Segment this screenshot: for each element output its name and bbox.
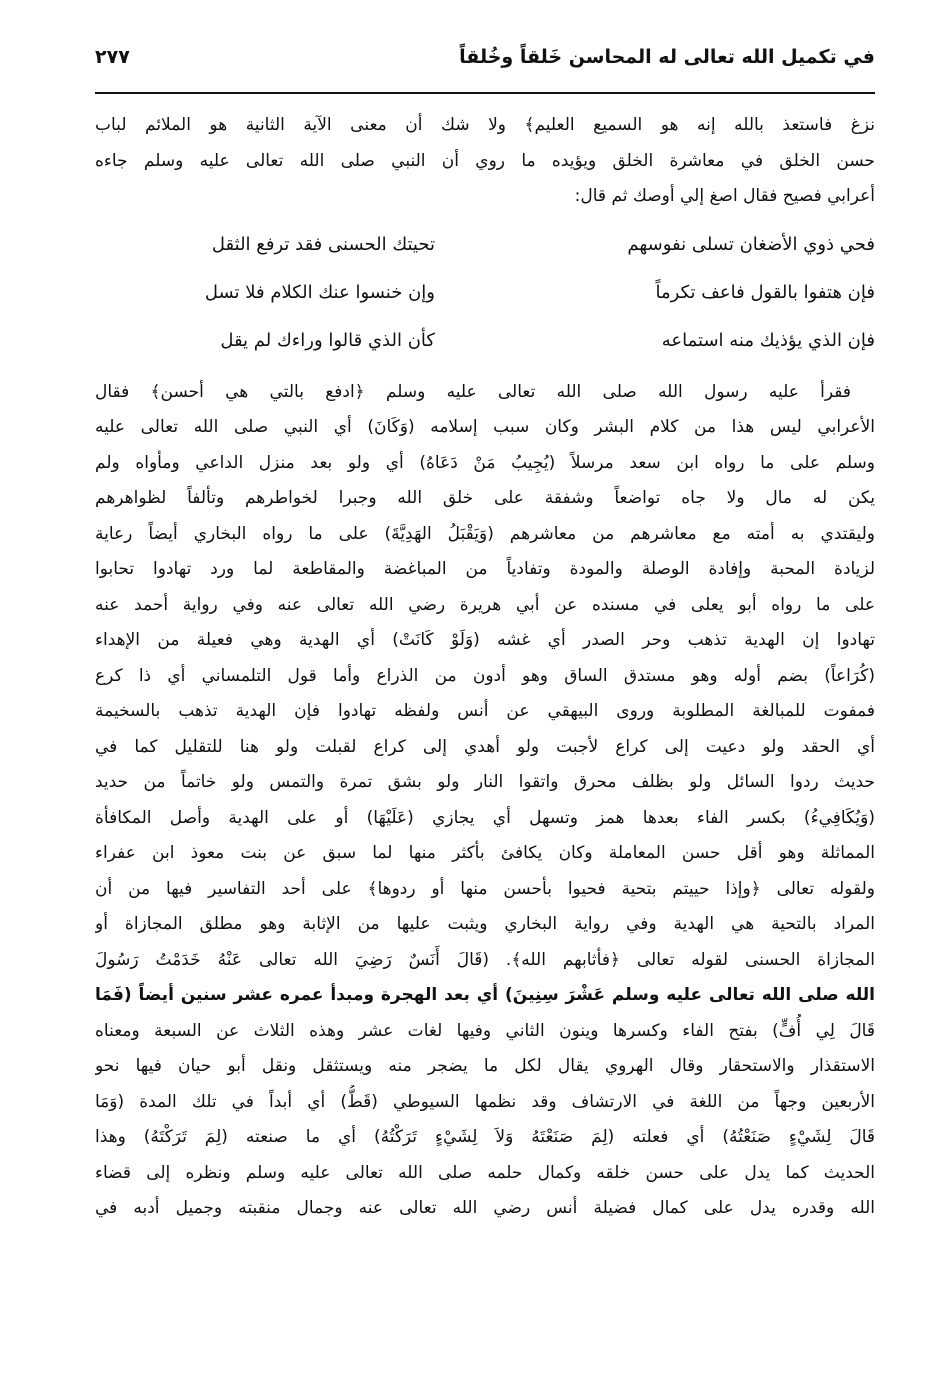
body-text — [95, 108, 875, 1227]
text-line: فقرأ عليه رسول الله صلى الله تعالى عليه وسلم ﴿ادفع بالتي هي أحسن﴾ فقال — [95, 381, 851, 402]
page-number: ٢٧٧ — [95, 46, 130, 68]
text-line: قَالَ لِشَيْءٍ صَنَعْتُهُ) أي فعلته (لِمَ صَنَعْتَهُ وَلاَ لِشَيْءٍ تَرَكْتُهُ) أي ما صنعته (لِمَ تَرَكْتَهُ) وهذا — [95, 1127, 875, 1147]
text-line: الله وقدره يدل على كمال فضيلة أنس رضي الله تعالى عنه وجمال منقبته وجميل أدبه في — [95, 1198, 875, 1218]
verse-line — [95, 269, 875, 317]
text-line: يكن له مال ولا جاه تواضعاً وشفقة على خلق الله وجبرا لخواطرهم وتألفاً لظواهرهم — [95, 488, 875, 508]
text-line: على ما رواه أبو يعلى في مسنده عن أبي هريرة رضي الله تعالى عنه وفي رواية أحمد عنه — [95, 594, 875, 615]
text-line: فمفوت للمبالغة المطلوبة وروى البيهقي عن أنس ولفظه تهادوا فإن الهدية تذهب بالسخيمة — [95, 701, 875, 721]
verse-line — [95, 317, 875, 365]
text-line: الله صلى الله تعالى عليه وسلم عَشْرَ سِنِينَ) أي بعد الهجرة ومبدأ عمره عشر سنين أيضاً (فَمَا — [95, 985, 875, 1005]
text-line: المماثلة وهو أقل حسن المعاملة وكان يكافئ بأكثر منها لما سبق عن بنت معوذ ابن عفراء — [95, 843, 875, 863]
text-line: (كُرَاعاً) بضم أوله وهو مستدق الساق وهو أدون من الذراع وأما قول التلمساني أي ذا كرع — [95, 665, 875, 686]
text-line: الأربعين وجهاً من اللغة في الارتشاف وقد نظمها السيوطي (قَطُّ) أي أبداً في تلك المدة (وَمَا — [95, 1091, 875, 1112]
verse-first-hemistich: فإن هتفوا بالقول فاعف تكرماً — [655, 281, 875, 303]
running-title: في تكميل الله تعالى له المحاسن خَلقاً وخُلقاً — [459, 46, 875, 68]
verse-first-hemistich: فإن الذي يؤذيك منه استماعه — [661, 329, 875, 351]
page-header — [95, 36, 875, 94]
text-line: حسن الخلق في معاشرة الخلق ويؤيده ما روي أن النبي صلى الله تعالى عليه وسلم جاءه — [95, 150, 875, 171]
text-line: قَالَ لِي أُفٍّ) بفتح الفاء وكسرها وينون الثاني وفيها لغات عشر وهذه الثلاث عن السبعة ومعناه — [95, 1020, 875, 1041]
text-line: الاستقذار والاستحقار وقال الهروي يقال لكل ما يضجر منه ويستثقل ونقل أبو حيان فيها نحو — [95, 1056, 875, 1076]
text-line: الأعرابي ليس هذا من كلام البشر وكان سبب إسلامه (وَكَانَ) أي النبي صلى الله تعالى عليه — [95, 417, 875, 437]
text-line: تهادوا إن الهدية تذهب وحر الصدر أي غشه (وَلَوْ كَانَتْ) أي الهدية وهي فعيلة من الإهداء — [95, 630, 875, 650]
text-line: ولقوله تعالى ﴿وإذا حييتم بتحية فحيوا بأحسن منها أو ردوها﴾ على أحد التفاسير فيها من أن — [95, 878, 875, 899]
verse-second-hemistich: تحيتك الحسنى فقد ترفع الثقل — [211, 233, 435, 255]
poem-verses — [95, 221, 875, 365]
verse-second-hemistich: كأن الذي قالوا وراءك لم يقل — [220, 329, 435, 351]
text-line: الحديث كما يدل على حسن خلقه وكمال حلمه صلى الله تعالى عليه وسلم ونظره إلى قضاء — [95, 1162, 875, 1183]
text-line: أي الحقد ولو دعيت إلى كراع لأجبت ولو أهدي إلى كراع لقبلت ولو هنا للتقليل كما في — [95, 736, 875, 757]
text-line: أعرابي فصيح فقال اصغ إلي أوصك ثم قال: — [574, 186, 875, 206]
text-line: لزيادة المحبة وإفادة الوصلة والمودة وتفادياً من المباغضة والمقاطعة لما ورد تهادوا تحابوا — [95, 559, 875, 579]
text-line: المراد بالتحية هي الهدية وفي رواية البخاري ويثبت عليها من الإثابة وهو مطلق المجازاة أو — [95, 914, 875, 934]
text-line: نزغ فاستعذ بالله إنه هو السميع العليم﴾ ولا شك أن معنى الآية الثانية هو الملائم لباب — [95, 115, 875, 135]
text-line: المجازاة الحسنى لقوله تعالى ﴿فأثابهم الله﴾. (قَالَ أَنَسٌ رَضِيَ الله تعالى عَنْهُ خَدَمْتُ رَسُولَ — [95, 949, 875, 970]
text-line: حديث ردوا السائل ولو بظلف محرق واتقوا النار ولو بشق تمرة والتمس ولو خاتماً من حديد — [95, 772, 875, 792]
text-line: وليقتدي به أمته مع معاشرهم من معاشرهم (وَيَقْبَلُ الهَدِيَّةَ) على ما رواه البخاري أيضاً رعاية — [95, 523, 875, 544]
verse-second-hemistich: وإن خنسوا عنك الكلام فلا تسل — [204, 281, 435, 303]
verse-line — [95, 221, 875, 269]
book-page — [95, 36, 875, 1366]
verse-first-hemistich: فحي ذوي الأضغان تسلى نفوسهم — [627, 233, 875, 255]
text-line: (وَيُكَافِيءُ) بكسر الفاء بعدها همز وتسهل أي يجازي (عَلَيْهَا) أو على الهدية وأصل المكافأة — [95, 807, 875, 828]
text-line: وسلم على ما رواه ابن سعد مرسلاً (يُجِيبُ مَنْ دَعَاهُ) أي ولو بعد منزل الداعي ومأواه ولم — [95, 452, 875, 473]
